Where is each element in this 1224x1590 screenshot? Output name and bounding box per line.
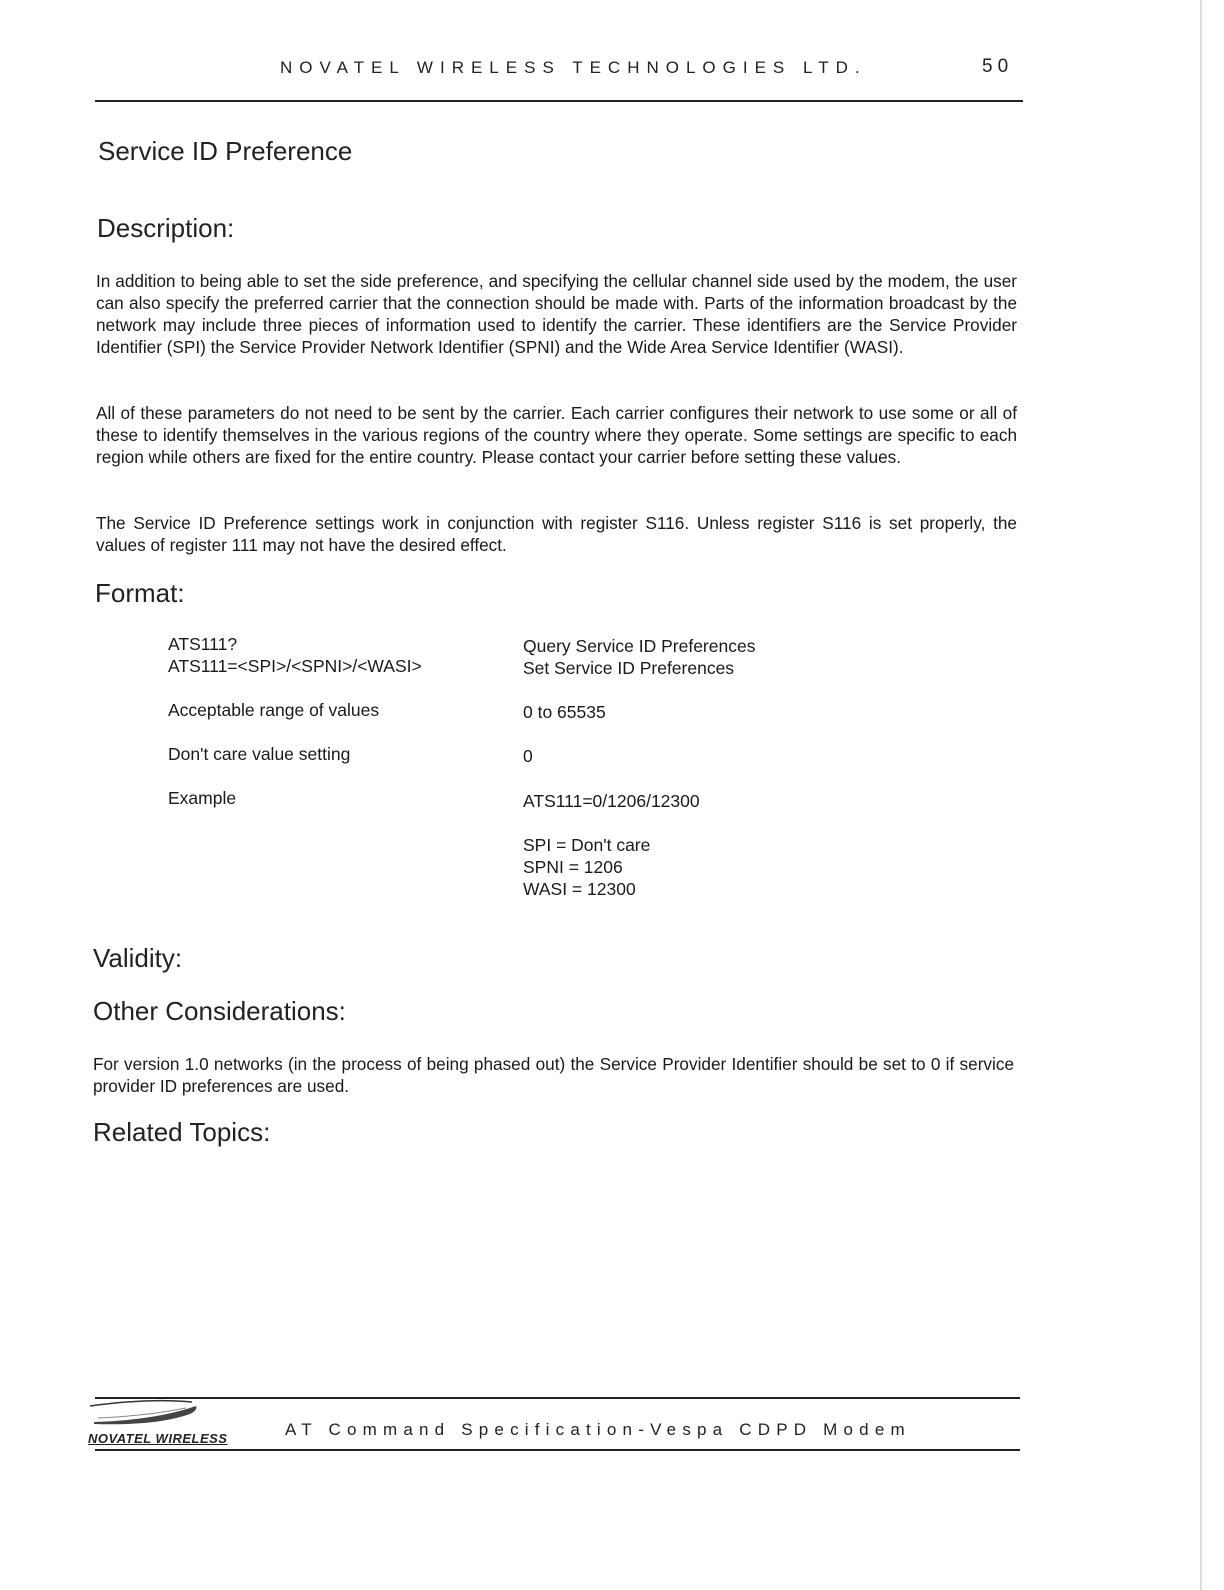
footer-rule-bottom: [95, 1449, 1020, 1451]
format-row-dontcare-value: 0: [523, 746, 533, 766]
description-paragraph-1: In addition to being able to set the side preference, and specifying the cellular channel side used by the modem, the user can also specify the preferred carrier that the connection should be made with. Parts of the information broadcast by the network may include three pieces of information used to identify the carrier. These identifiers are the Service Provider Identifier (SPI) the Service Provider Network Identifier (SPNI) and the Wide Area Service Identifier (WASI).: [96, 271, 1017, 357]
header-company: NOVATEL WIRELESS TECHNOLOGIES LTD.: [280, 58, 867, 77]
example-detail-spi: SPI = Don't care: [523, 835, 651, 855]
scan-edge-line: [1200, 0, 1202, 1590]
description-heading: Description:: [97, 213, 235, 243]
format-heading: Format:: [95, 578, 185, 608]
format-row-query-desc: Query Service ID Preferences: [523, 636, 756, 656]
example-detail-wasi: WASI = 12300: [523, 879, 636, 899]
related-topics-heading: Related Topics:: [93, 1117, 271, 1147]
header-rule: [95, 100, 1023, 102]
other-considerations-paragraph: For version 1.0 networks (in the process of being phased out) the Service Provider Identifier should be set to 0 if service provider ID preferences are used.: [93, 1054, 1014, 1096]
format-row-query-command: ATS111?: [168, 634, 238, 654]
format-row-set-command: ATS111=<SPI>/<SPNI>/<WASI>: [168, 656, 422, 676]
novatel-logo-icon: [86, 1396, 206, 1432]
page-number: 50: [982, 56, 1014, 77]
footer-rule-top: [95, 1397, 1020, 1399]
format-row-range-value: 0 to 65535: [523, 702, 606, 722]
footer-title: AT Command Specification-Vespa CDPD Modem: [285, 1420, 911, 1439]
description-paragraph-2: All of these parameters do not need to be sent by the carrier. Each carrier configures their network to use some or all of these to identify themselves in the various regions of the country where they operate. Some settings are specific to each region while others are fixed for the entire country. Please contact your carrier before setting these values.: [96, 403, 1017, 467]
example-detail-spni: SPNI = 1206: [523, 857, 623, 877]
description-paragraph-3: The Service ID Preference settings work in conjunction with register S116. Unless register S116 is set properly, the values of register 111 may not have the desired effect.: [96, 513, 1017, 555]
other-considerations-heading: Other Considerations:: [93, 996, 346, 1026]
validity-heading: Validity:: [93, 943, 183, 973]
format-row-dontcare-label: Don't care value setting: [168, 744, 351, 764]
format-row-example-value: ATS111=0/1206/12300: [523, 791, 700, 811]
footer-logo-text: NOVATEL WIRELESS: [88, 1431, 228, 1446]
format-row-example-label: Example: [168, 788, 237, 808]
format-row-set-desc: Set Service ID Preferences: [523, 658, 735, 678]
page-title: Service ID Preference: [98, 136, 353, 166]
format-row-range-label: Acceptable range of values: [168, 700, 380, 720]
